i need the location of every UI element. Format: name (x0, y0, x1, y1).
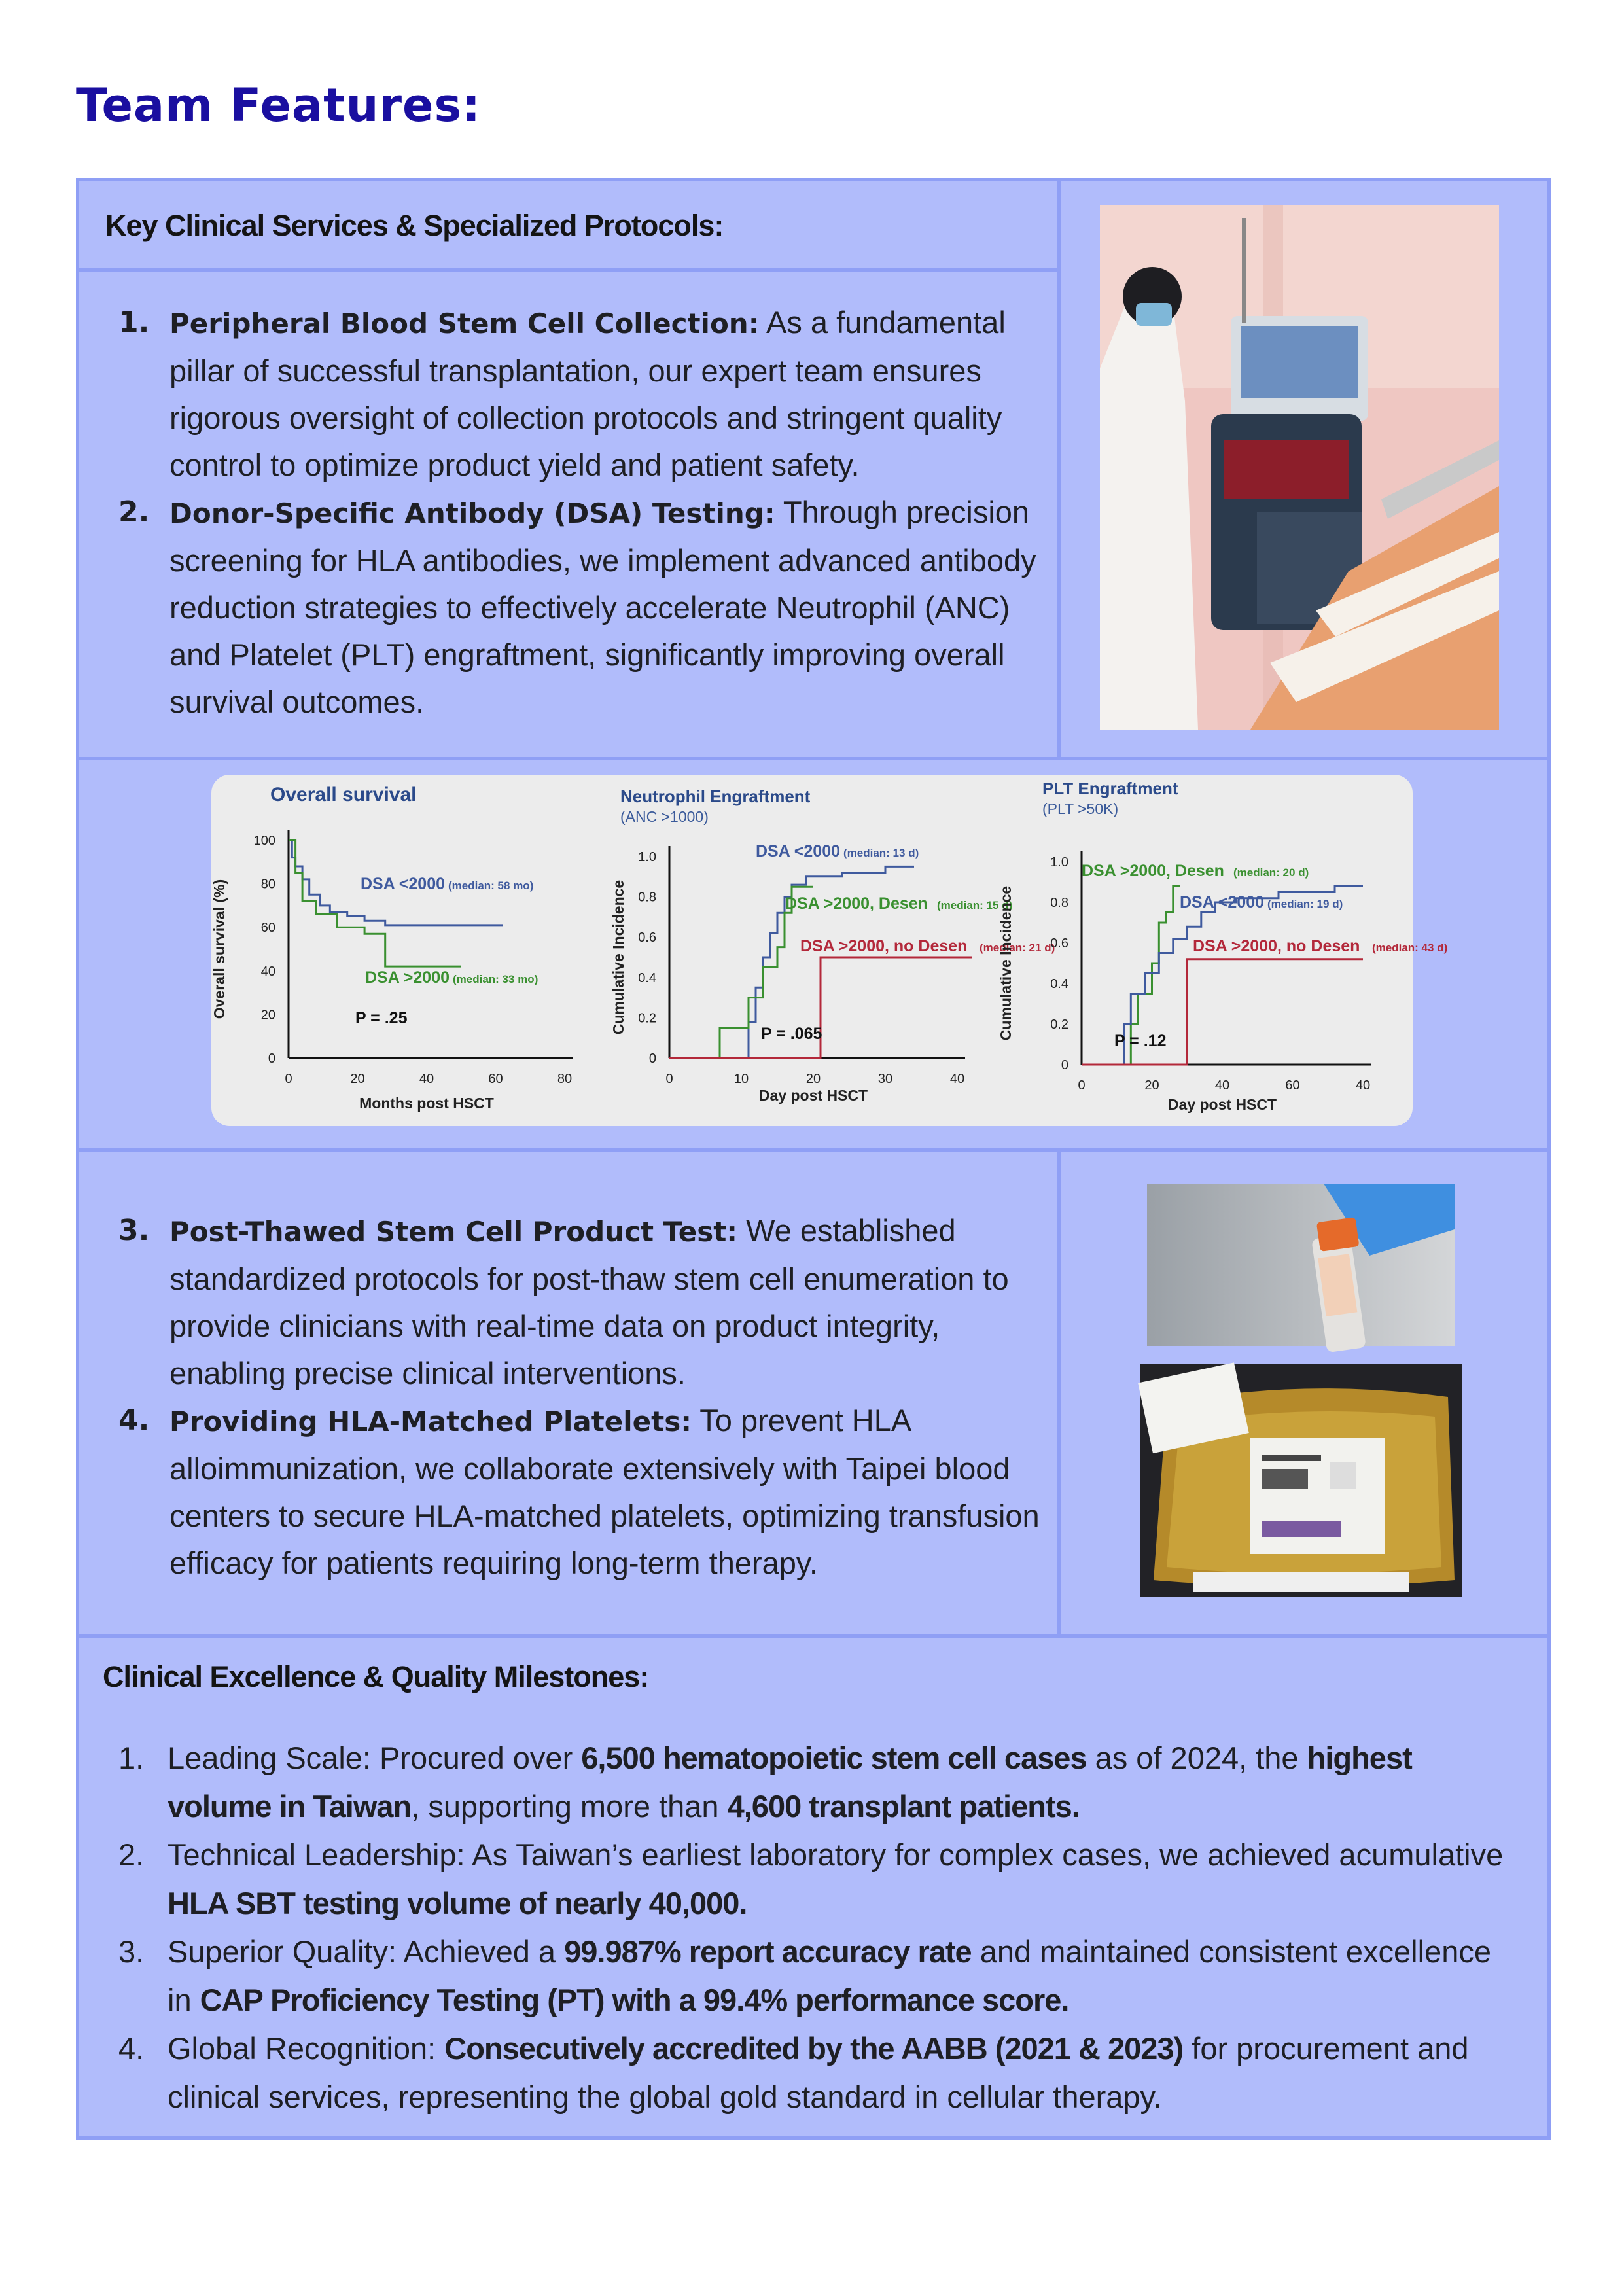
y-tick-label: 1.0 (1050, 855, 1068, 870)
list-item (79, 299, 1048, 489)
item-number: 4. (118, 2031, 145, 2066)
list-item (79, 1831, 1519, 1928)
x-axis-label: Months post HSCT (359, 1095, 494, 1112)
list-item (79, 2024, 1519, 2121)
list-item (79, 1928, 1519, 2024)
item-text: Technical Leadership: As Taiwan’s earliest laboratory for complex cases, we achieved acumulative (168, 1837, 1504, 1872)
y-tick-label: 20 (260, 1008, 275, 1023)
y-tick-label: 0.4 (1050, 977, 1068, 991)
item-lead: Peripheral Blood Stem Cell Collection: (169, 308, 760, 340)
item-highlight: 4,600 transplant patients. (727, 1789, 1080, 1824)
collection-photo (1100, 205, 1499, 730)
p-value-label: P = .25 (355, 1009, 408, 1027)
milestones-list (79, 1734, 1519, 2121)
x-tick-label: 60 (1285, 1078, 1300, 1093)
series-label: DSA <2000 (361, 875, 446, 893)
y-tick-label: 60 (260, 921, 275, 936)
chart-subtitle: (ANC >1000) (620, 808, 709, 825)
item-lead: Donor-Specific Antibody (DSA) Testing: (169, 497, 775, 529)
y-tick-label: 80 (260, 877, 275, 892)
y-tick-label: 40 (260, 964, 275, 979)
section-heading: Key Clinical Services & Specialized Protocols: (105, 209, 724, 242)
chart-title: Overall survival (270, 784, 417, 805)
item-number: 1. (118, 1740, 145, 1775)
y-tick-label: 1.0 (638, 850, 656, 864)
series-line (289, 840, 461, 966)
divider (79, 757, 1547, 760)
x-tick-label: 80 (557, 1072, 573, 1086)
x-tick-label: 60 (488, 1072, 503, 1086)
item-text: and maintained consistent excellence in (168, 1934, 1491, 2017)
list-item (79, 1207, 1054, 1397)
y-axis-label: Cumulative Incidence (997, 885, 1014, 1041)
item-highlight: 99.987% report accuracy rate (564, 1934, 972, 1969)
item-number: 2. (118, 495, 150, 529)
chart-title: PLT Engraftment (1042, 779, 1178, 798)
item-highlight: highest volume in Taiwan (168, 1740, 1412, 1824)
series-median-label: (median: 19 d) (1267, 898, 1343, 910)
item-text: As a fundamental pillar of successful transplantation, our expert team ensures rigorous oversight of collection protocols and stringent quality control to optimize product yield and patient safety. (169, 305, 1006, 482)
series-median-label: (median: 13 d) (843, 847, 919, 859)
platelet-bag-photo (1140, 1364, 1462, 1597)
item-text: Through precision screening for HLA antibodies, we implement advanced antibody reduction strategies to effectively accelerate Neutrophil (ANC) and Platelet (PLT) engraftment, significantly improving overall survival outcomes. (169, 495, 1036, 719)
page-title: Team Features: (76, 79, 482, 132)
item-number: 3. (118, 1934, 145, 1969)
item-text: for procurement and clinical services, representing the global gold standard in cellular therapy. (168, 2031, 1469, 2114)
x-tick-label: 20 (350, 1072, 365, 1086)
x-tick-label: 20 (1144, 1078, 1159, 1093)
item-text: We established standardized protocols for post-thaw stem cell enumeration to provide clinicians with real-time data on product integrity, enabling precise clinical interventions. (169, 1213, 1009, 1390)
outcome-charts-panel (211, 775, 1448, 1126)
y-axis-label: Cumulative Incidence (610, 879, 627, 1035)
divider (79, 1148, 1547, 1152)
p-value-label: P = .065 (761, 1025, 822, 1043)
series-label: DSA >2000, Desen (785, 894, 928, 913)
series-label: DSA <2000 (756, 842, 841, 860)
divider (1057, 1148, 1061, 1634)
item-highlight: 6,500 hematopoietic stem cell cases (581, 1740, 1087, 1775)
series-median-label: (median: 33 mo) (453, 973, 538, 985)
series-label: DSA >2000, Desen (1082, 862, 1224, 880)
x-tick-label: 10 (733, 1072, 749, 1086)
services-list (79, 299, 1048, 726)
x-tick-label: 40 (419, 1072, 434, 1086)
item-text: as of 2024, the (1086, 1740, 1307, 1775)
tube-photo (1147, 1184, 1455, 1346)
series-median-label: (median: 58 mo) (448, 879, 534, 892)
item-number: 2. (118, 1837, 145, 1872)
y-tick-label: 0.2 (1050, 1017, 1068, 1032)
divider (79, 268, 1057, 272)
x-tick-label: 40 (1355, 1078, 1371, 1093)
series-median-label: (median: 15 d) (937, 899, 1013, 911)
item-highlight: CAP Proficiency Testing (PT) with a 99.4% performance score. (200, 1983, 1069, 2017)
series-label: DSA >2000, no Desen (800, 937, 968, 955)
x-axis-label: Day post HSCT (758, 1087, 868, 1104)
x-tick-label: 40 (949, 1072, 965, 1086)
protocols-list (79, 1207, 1054, 1587)
item-number: 4. (118, 1404, 150, 1437)
y-tick-label: 0 (1061, 1058, 1068, 1072)
x-axis-label: Day post HSCT (1167, 1096, 1277, 1113)
item-text: To prevent HLA alloimmunization, we collaborate extensively with Taipei blood centers to secure HLA-matched platelets, optimizing transfusion efficacy for patients requiring long-term therapy. (169, 1403, 1040, 1580)
y-tick-label: 0.6 (1050, 936, 1068, 951)
divider (1057, 181, 1061, 757)
series-median-label: (median: 20 d) (1233, 866, 1309, 879)
series-label: DSA <2000 (1180, 893, 1265, 911)
y-tick-label: 0.8 (638, 890, 656, 905)
x-tick-label: 30 (877, 1072, 893, 1086)
list-item (79, 489, 1048, 726)
chart-title: Neutrophil Engraftment (620, 786, 811, 806)
item-number: 1. (118, 306, 150, 339)
features-table (76, 178, 1551, 2140)
item-highlight: Consecutively accredited by the AABB (2021 & 2023) (444, 2031, 1184, 2066)
item-text: , supporting more than (411, 1789, 728, 1824)
y-axis-label: Overall survival (%) (211, 879, 228, 1019)
divider (79, 1634, 1547, 1638)
y-tick-label: 0.6 (638, 930, 656, 945)
chart-subtitle: (PLT >50K) (1042, 800, 1119, 817)
list-item (79, 1397, 1054, 1587)
section-heading: Clinical Excellence & Quality Milestones: (103, 1660, 649, 1693)
item-text: Global Recognition: (168, 2031, 445, 2066)
y-tick-label: 0.2 (638, 1011, 656, 1026)
x-tick-label: 0 (665, 1072, 673, 1086)
series-label: DSA >2000 (365, 968, 450, 987)
y-tick-label: 100 (253, 834, 275, 848)
item-text: Leading Scale: Procured over (168, 1740, 582, 1775)
list-item (79, 1734, 1519, 1831)
y-tick-label: 0.4 (638, 970, 656, 985)
x-tick-label: 20 (805, 1072, 821, 1086)
x-tick-label: 0 (1078, 1078, 1086, 1093)
item-text: Superior Quality: Achieved a (168, 1934, 565, 1969)
x-tick-label: 40 (1214, 1078, 1230, 1093)
y-tick-label: 0.8 (1050, 896, 1068, 910)
y-tick-label: 0 (268, 1051, 275, 1066)
x-tick-label: 0 (285, 1072, 292, 1086)
series-median-label: (median: 43 d) (1372, 942, 1448, 954)
item-number: 3. (118, 1214, 150, 1247)
outcome-charts (211, 775, 1448, 1126)
item-highlight: HLA SBT testing volume of nearly 40,000. (168, 1886, 747, 1920)
series-label: DSA >2000, no Desen (1193, 937, 1360, 955)
item-lead: Post-Thawed Stem Cell Product Test: (169, 1216, 738, 1248)
p-value-label: P = .12 (1114, 1032, 1167, 1050)
y-tick-label: 0 (648, 1051, 656, 1066)
series-median-label: (median: 21 d) (980, 942, 1055, 954)
item-lead: Providing HLA-Matched Platelets: (169, 1405, 692, 1438)
